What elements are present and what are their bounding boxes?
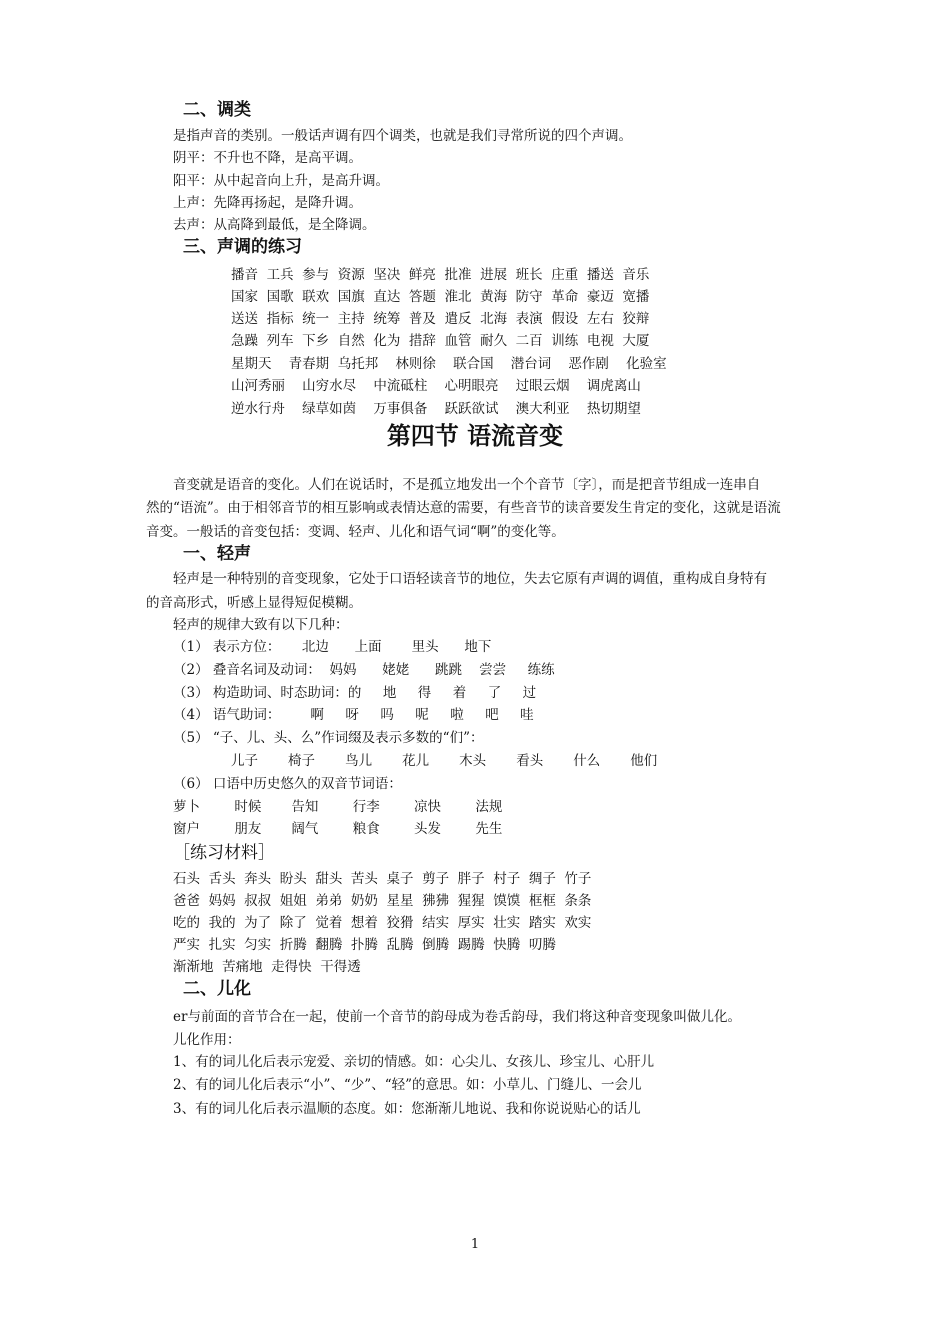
rule-examples: 窗户 朋友 阔气 粮食 头发 先生 <box>173 821 503 837</box>
text-line: 3、有的词儿化后表示温顺的态度。如：您渐渐儿地说、我和你说说贴心的话儿 <box>173 1101 641 1117</box>
heading-neutral-tone: 一、轻声 <box>183 544 251 564</box>
text-line: 儿化作用： <box>173 1032 241 1048</box>
text-line: 是指声音的类别。一般话声调有四个调类，也就是我们寻常所说的四个声调。 <box>173 128 632 144</box>
practice-word-row: 播音 工兵 参与 资源 坚决 鲜亮 批准 进展 班长 庄重 播送 音乐 <box>231 267 650 283</box>
text-line: 1、有的词儿化后表示宠爱、亲切的情感。如：心尖儿、女孩儿、珍宝儿、心肝儿 <box>173 1054 655 1070</box>
page-number: 1 <box>470 1237 480 1252</box>
heading-tone-types: 二、调类 <box>183 100 251 120</box>
practice-word-row: 爸爸 妈妈 叔叔 姐姐 弟弟 奶奶 星星 狒狒 猩猩 馍馍 框框 条条 <box>173 893 592 909</box>
practice-word-row: 吃的 我的 为了 除了 觉着 想着 狡猾 结实 厚实 壮实 踏实 欢实 <box>173 915 592 931</box>
text-line: 的音高形式，听感上显得短促模糊。 <box>146 595 362 611</box>
rule-item: （5） “子、儿、头、么”作词缀及表示多数的“们”： <box>173 730 484 746</box>
text-line: 2、有的词儿化后表示“小”、“少”、“轻”的意思。如：小草儿、门缝儿、一会儿 <box>173 1077 642 1093</box>
intro-line: 音变。一般话的音变包括：变调、轻声、儿化和语气词“啊”的变化等。 <box>146 524 565 540</box>
practice-word-row: 严实 扎实 匀实 折腾 翻腾 扑腾 乱腾 倒腾 踢腾 快腾 叨腾 <box>173 937 556 953</box>
practice-word-row: 送送 指标 统一 主持 统筹 普及 遣反 北海 表演 假设 左右 狡辩 <box>231 311 650 327</box>
rule-item: （6） 口语中历史悠久的双音节词语： <box>173 776 402 792</box>
practice-word-row: 山河秀丽 山穷水尽 中流砥柱 心明眼亮 过眼云烟 调虎离山 <box>231 378 641 394</box>
practice-word-row: 星期天 青春期 乌托邦 林则徐 联合国 潜台词 恶作剧 化验室 <box>231 356 667 372</box>
text-line: 阴平：不升也不降，是高平调。 <box>173 150 362 166</box>
rule-examples: 萝卜 时候 告知 行李 凉快 法规 <box>173 799 503 815</box>
heading-erhua: 二、儿化 <box>183 979 251 999</box>
rule-item: （4） 语气助词： 啊 呀 吗 呢 啦 吧 哇 <box>173 707 534 723</box>
chapter-title: 第四节 语流音变 <box>386 422 564 450</box>
rule-item: （1） 表示方位： 北边 上面 里头 地下 <box>173 639 492 655</box>
practice-word-row: 渐渐地 苦痛地 走得快 干得透 <box>173 959 361 975</box>
rule-item: （2） 叠音名词及动词： 妈妈 姥姥 跳跳 尝尝 练练 <box>173 662 555 678</box>
text-line: 轻声的规律大致有以下几种： <box>173 617 349 633</box>
intro-line: 然的“语流”。由于相邻音节的相互影响或表情达意的需要，有些音节的读音要发生肯定的变化，这就是语流 <box>146 500 781 516</box>
rule-examples: 儿子 椅子 鸟儿 花儿 木头 看头 什么 他们 <box>231 753 658 769</box>
practice-word-row: 急躁 列车 下乡 自然 化为 措辞 血管 耐久 二百 训练 电视 大厦 <box>231 333 650 349</box>
intro-line: 音变就是语音的变化。人们在说话时，不是孤立地发出一个个音节〔字〕，而是把音节组成一连串自 <box>173 477 761 493</box>
practice-word-row: 国家 国歌 联欢 国旗 直达 答题 淮北 黄海 防守 革命 豪迈 宽播 <box>231 289 650 305</box>
text-line: 去声：从高降到最低，是全降调。 <box>173 217 376 233</box>
text-line: 阳平：从中起音向上升，是高升调。 <box>173 173 389 189</box>
text-line: 上声：先降再扬起，是降升调。 <box>173 195 362 211</box>
text-line: er与前面的音节合在一起，使前一个音节的韵母成为卷舌韵母，我们将这种音变现象叫做儿化。 <box>173 1009 741 1025</box>
rule-item: （3） 构造助词、时态助词：的 地 得 着 了 过 <box>173 685 537 701</box>
heading-practice-materials: ［练习材料］ <box>173 843 275 863</box>
heading-tone-practice: 三、声调的练习 <box>183 237 302 257</box>
practice-word-row: 逆水行舟 绿草如茵 万事俱备 跃跃欲试 澳大利亚 热切期望 <box>231 401 641 417</box>
text-line: 轻声是一种特别的音变现象，它处于口语轻读音节的地位，失去它原有声调的调值，重构成自身特有 <box>173 571 767 587</box>
practice-word-row: 石头 舌头 奔头 盼头 甜头 苦头 桌子 剪子 胖子 村子 绸子 竹子 <box>173 871 592 887</box>
